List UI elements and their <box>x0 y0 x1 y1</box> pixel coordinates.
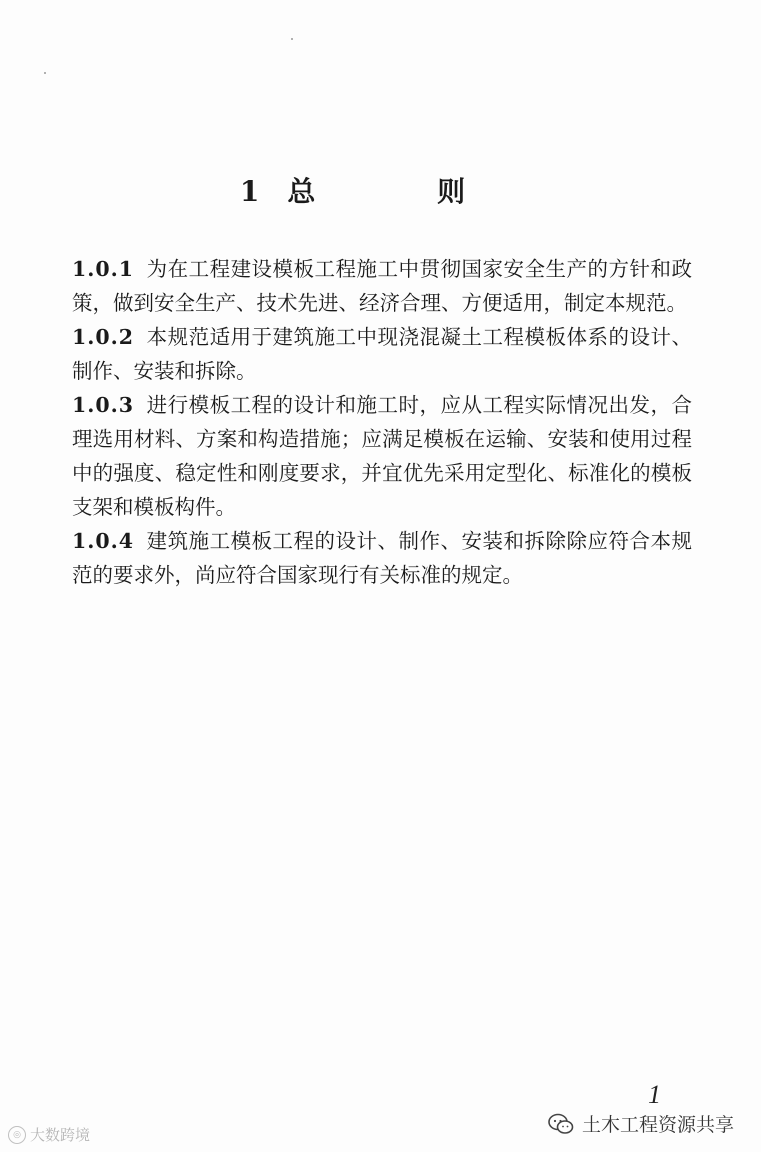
clause-number: 1.0.4 <box>72 529 135 553</box>
watermark-left-text: 大数跨境 <box>30 1126 91 1144</box>
wechat-icon <box>548 1113 574 1135</box>
clause-number: 1.0.3 <box>72 393 135 417</box>
circle-logo-icon: ◎ <box>8 1126 26 1144</box>
chapter-title: 总 则 <box>287 175 522 208</box>
page-number: 1 <box>648 1080 661 1109</box>
watermark-right <box>548 1110 734 1137</box>
clause-text: 进行模板工程的设计和施工时，应从工程实际情况出发，合理选用材料、方案和构造措施；应满足模板在运输、安装和使用过程中的强度、稳定性和刚度要求，并宜优先采用定型化、标准化的模板支架和模板构件。 <box>72 393 692 519</box>
clause-text: 为在工程建设模板工程施工中贯彻国家安全生产的方针和政策，做到安全生产、技术先进、经济合理、方便适用，制定本规范。 <box>72 257 692 315</box>
body-text <box>72 252 692 592</box>
chapter-heading <box>0 170 761 210</box>
clause-1-0-4 <box>72 524 692 592</box>
clause-number: 1.0.1 <box>72 257 135 281</box>
clause-1-0-2 <box>72 320 692 388</box>
clause-1-0-1 <box>72 252 692 320</box>
scan-speck <box>291 38 293 40</box>
watermark-left <box>8 1124 90 1145</box>
clause-text: 本规范适用于建筑施工中现浇混凝土工程模板体系的设计、制作、安装和拆除。 <box>72 325 692 383</box>
watermark-right-text: 土木工程资源共享 <box>582 1114 735 1136</box>
scan-speck <box>44 72 46 74</box>
clause-1-0-3 <box>72 388 692 524</box>
clause-text: 建筑施工模板工程的设计、制作、安装和拆除除应符合本规范的要求外，尚应符合国家现行有关标准的规定。 <box>72 529 692 587</box>
chapter-number: 1 <box>239 175 262 208</box>
clause-number: 1.0.2 <box>72 325 135 349</box>
